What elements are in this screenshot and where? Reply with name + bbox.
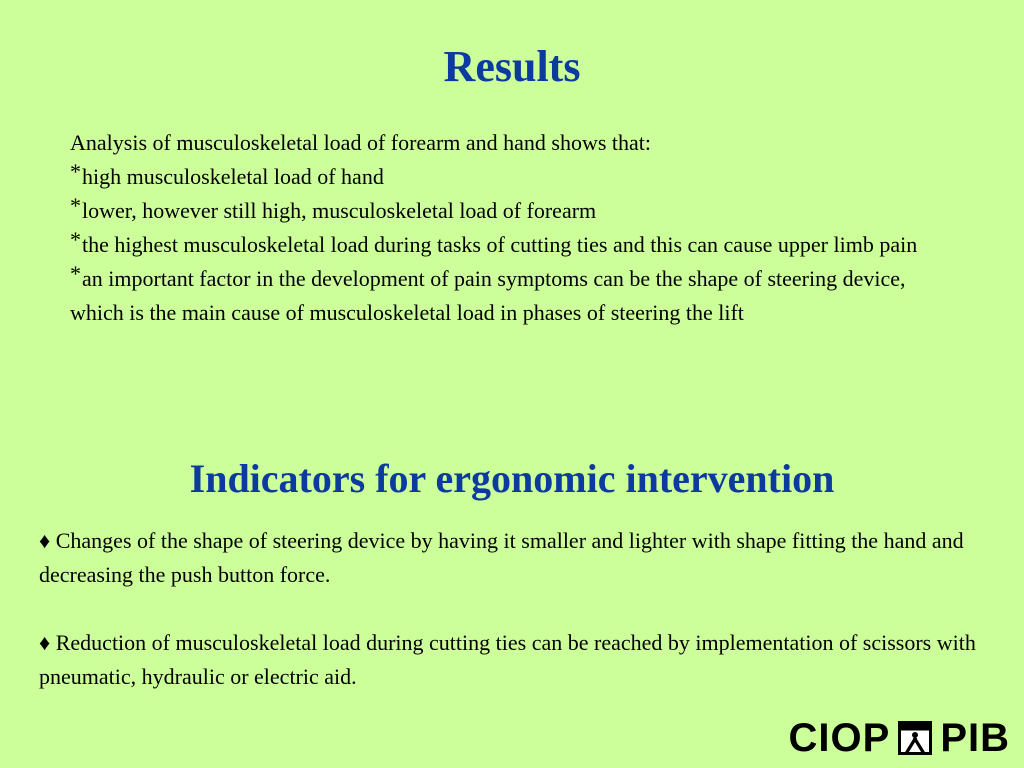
indicators-title: Indicators for ergonomic intervention xyxy=(189,456,835,501)
results-bullet xyxy=(70,228,950,262)
ciop-pib-emblem-icon xyxy=(898,721,932,755)
results-bullet-text: lower, however still high, musculoskeletal load of forearm xyxy=(82,198,597,223)
logo-right-text: PIB xyxy=(940,715,1010,760)
logo-left-text: CIOP xyxy=(788,715,891,760)
asterisk-bullet-icon: * xyxy=(70,261,81,286)
results-body xyxy=(70,126,950,330)
results-bullet-text: an important factor in the development of pain symptoms can be the shape of steering device, which is the main cause of musculoskeletal load in phases of steering the lift xyxy=(70,266,906,325)
results-bullet xyxy=(70,194,950,228)
results-bullet xyxy=(70,160,950,194)
results-title: Results xyxy=(443,42,581,91)
results-bullet-text: high musculoskeletal load of hand xyxy=(82,164,384,189)
diamond-bullet-icon: ♦ xyxy=(39,630,51,655)
indicator-item xyxy=(39,524,999,592)
asterisk-bullet-icon: * xyxy=(70,159,81,184)
indicator-item-text: Reduction of musculoskeletal load during cutting ties can be reached by implementation of scissors with pneumatic, hydraulic or electric aid. xyxy=(39,630,976,689)
indicator-item-text: Changes of the shape of steering device by having it smaller and lighter with shape fitting the hand and decreasing the push button force. xyxy=(39,528,964,587)
indicator-item xyxy=(39,626,999,694)
diamond-bullet-icon: ♦ xyxy=(39,528,51,553)
ciop-pib-logo xyxy=(789,716,1010,760)
asterisk-bullet-icon: * xyxy=(70,193,81,218)
results-bullet xyxy=(70,262,950,330)
results-intro: Analysis of musculoskeletal load of forearm and hand shows that: xyxy=(70,130,652,155)
indicators-body xyxy=(39,524,999,694)
results-bullet-text: the highest musculoskeletal load during tasks of cutting ties and this can cause upper limb pain xyxy=(82,232,918,257)
asterisk-bullet-icon: * xyxy=(70,227,81,252)
